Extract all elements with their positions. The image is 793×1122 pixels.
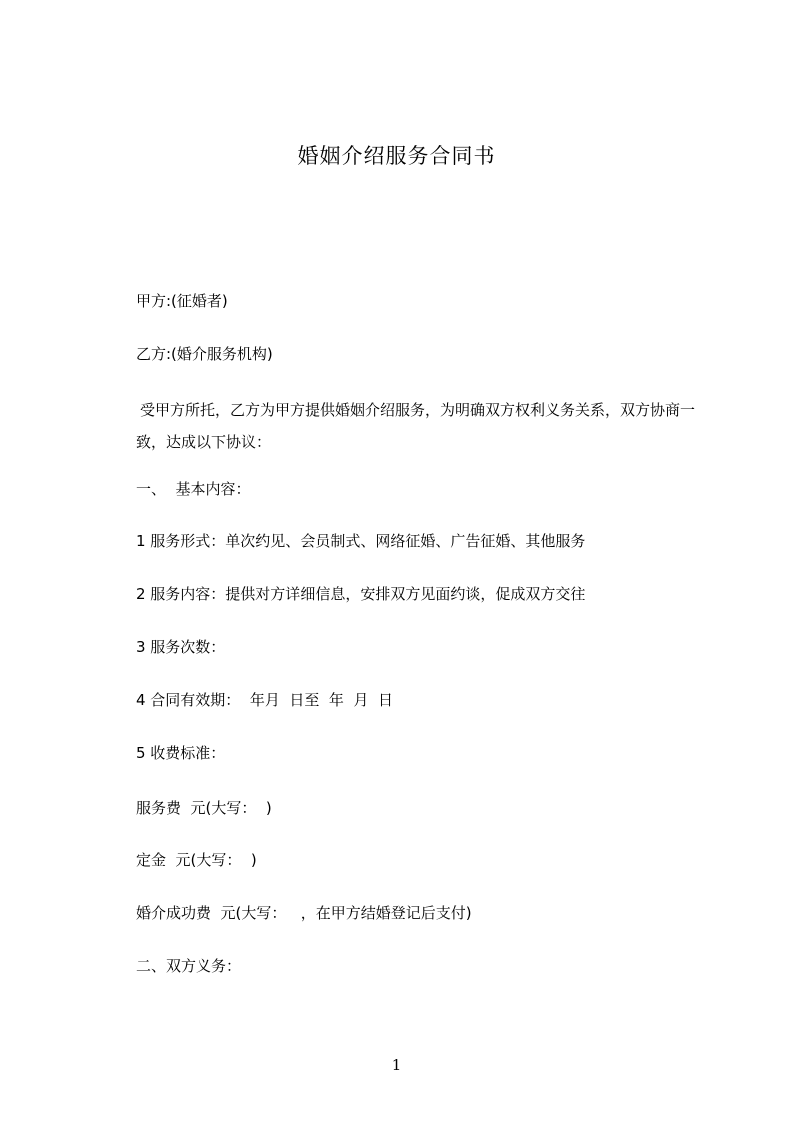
section-2-heading: 二、双方义务：	[136, 957, 242, 975]
fee-service-line: 服务费 元(大写： )	[136, 799, 272, 817]
document-title: 婚姻介绍服务合同书	[297, 144, 496, 168]
party-a-line: 甲方:(征婚者)	[136, 292, 228, 310]
item-fee-standard: 5 收费标准：	[136, 744, 226, 762]
item-service-form: 1 服务形式：单次约见、会员制式、网络征婚、广告征婚、其他服务	[136, 532, 586, 550]
page-number: 1	[391, 1056, 402, 1074]
fee-success-line: 婚介成功费 元(大写： ，在甲方结婚登记后支付)	[136, 904, 472, 922]
section-1-heading: 一、 基本内容：	[136, 480, 251, 498]
item-service-content: 2 服务内容：提供对方详细信息，安排双方见面约谈，促成双方交往	[136, 585, 586, 603]
item-contract-period: 4 合同有效期： 年月 日至 年 月 日	[136, 691, 393, 709]
intro-paragraph: 受甲方所托，乙方为甲方提供婚姻介绍服务，为明确双方权利义务关系，双方协商一致，达成以下协议：	[136, 401, 696, 451]
fee-deposit-line: 定金 元(大写： )	[136, 851, 257, 869]
item-service-count: 3 服务次数：	[136, 638, 226, 656]
party-b-line: 乙方:(婚介服务机构)	[136, 345, 273, 363]
